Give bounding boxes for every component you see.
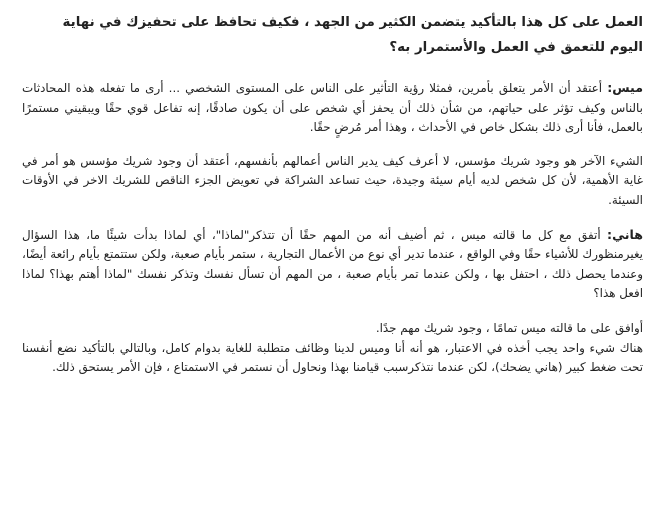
answer-mais-continued [22, 152, 643, 211]
answer-text-mais: أعتقد أن الأمر يتعلق بأمرين، فمثلا رؤية التأثير على الناس على المستوى الشخصي ... أرى ما تفعله هذه المحادثات بالناس وكيف تؤثر على حياتهم، من شأن ذلك أن يحفز أي شخص على أن يكون صادقًا، إنه تفاعل قوي حقًا ويبقيني مستمرًا بالعمل، فأنا أرى ذلك بشكل خاص في الأحداث ، وهذا أمر مُرضٍ حقًا. [22, 81, 643, 135]
answer-hani [22, 225, 643, 304]
answer-mais [22, 78, 643, 138]
closing-answer [22, 319, 643, 378]
speaker-name-hani: هاني: [607, 226, 643, 242]
question-line-2: اليوم للتعمق في العمل والأستمرار به؟ [389, 40, 643, 55]
interview-question [22, 10, 643, 60]
closing-line-1: أوافق على ما قالته ميس تمامًا ، وجود شريك مهم جدًا. [375, 320, 643, 335]
answer-text-mais-continued: الشيء الآخر هو وجود شريك مؤسس، لا أعرف كيف يدير الناس أعمالهم بأنفسهم، أعتقد أن وجود شريك مؤسس هو أمر في غاية الأهمية، لأن كل شخص لديه أيام سيئة وجيدة، حيث تساعد الشراكة في تعويض الجزء الناقص للشريك الاخر في الأوقات السيئة. [22, 153, 643, 207]
closing-line-2: هناك شيء واحد يجب أخذه في الاعتبار، هو أنه أنا وميس لدينا وظائف متطلبة للغاية بدوام كامل، وبالتالي بالتأكيد نضع أنفسنا تحت ضغط كبير (هاني يضحك)، لكن عندما نتذكرسبب قيامنا بهذا ونحاول أن نستمر في الاستمتاع ، فإن الأمر يستحق ذلك. [22, 340, 643, 375]
question-line-1: العمل على كل هذا بالتأكيد يتضمن الكثير من الجهد ، فكيف تحافظ على تحفيزك في نهاية [62, 15, 643, 30]
answer-text-hani: أتفق مع كل ما قالته ميس ، ثم أضيف أنه من المهم حقًا أن تتذكر"لماذا"، أي لماذا بدأت شيئًا ما، هذا السؤال يغيرمنظورك للأشياء حقًا وفي الواقع ، عندما تدير أي نوع من الأعمال التجارية ، ستمر بأيام صعبة، ولكن ستتمتع بأيام رائعة أيضًا، وعندما يحصل ذلك ، احتفل بها ، ولكن عندما تمر بأيام صعبة ، من المهم أن تسأل نفسك وتذكر نفسك "لماذا أهتم بهذا؟ لماذا افعل هذا؟ [22, 227, 643, 301]
speaker-name-mais: ميس: [607, 80, 643, 95]
